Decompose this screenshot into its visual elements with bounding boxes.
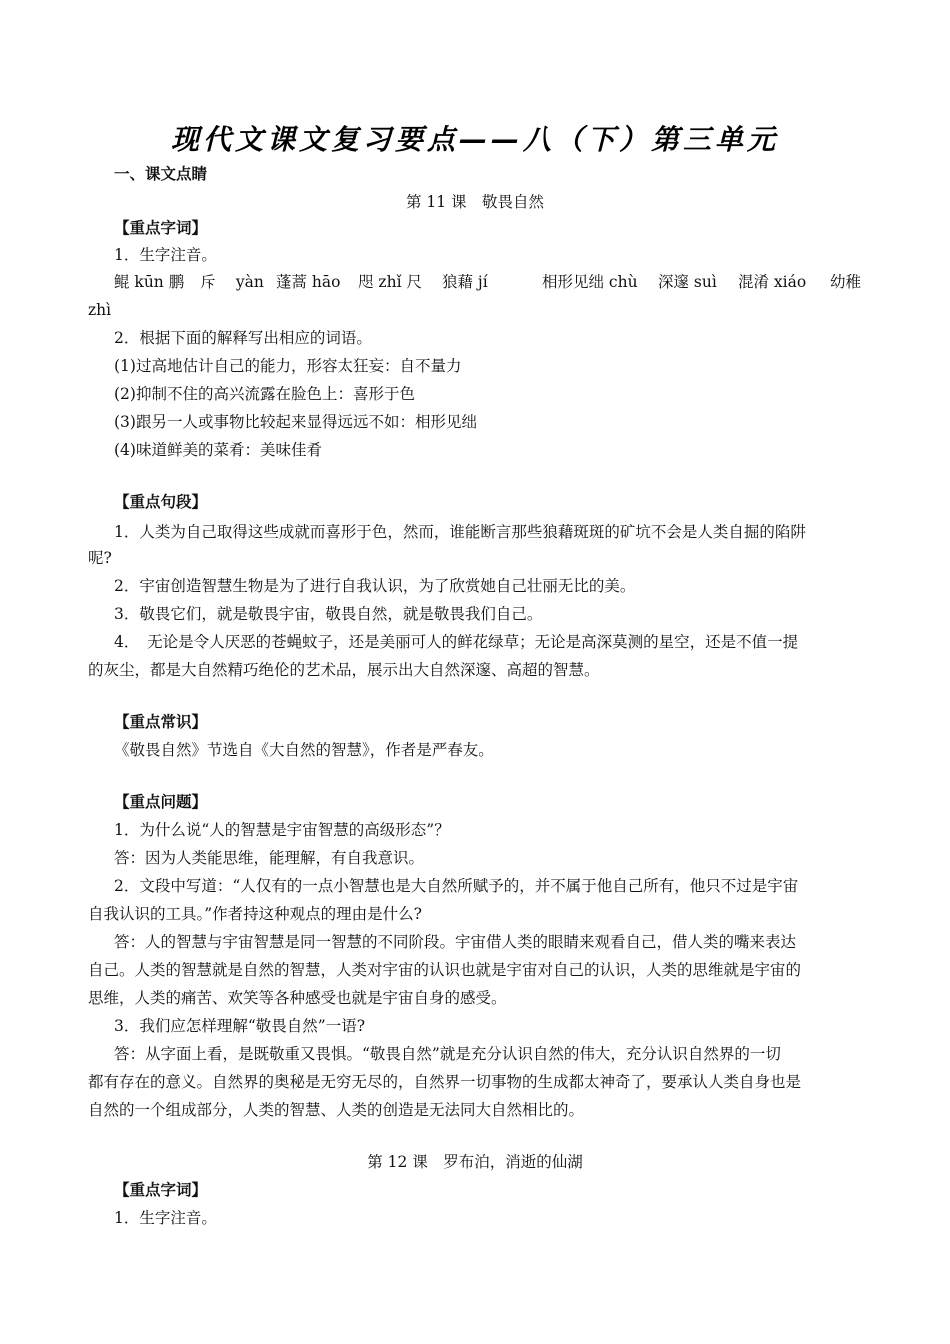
answer: 自然的一个组成部分，人类的智慧、人类的创造是无法同大自然相比的。 <box>88 1101 585 1119</box>
pinyin-item: 狼藉 jí <box>442 273 488 291</box>
pinyin-item: 蓬蒿 hāo <box>276 273 341 291</box>
text-line: 1．生字注音。 <box>114 246 217 264</box>
text-line: 4． 无论是令人厌恶的苍蝇蚊子，还是美丽可人的鲜花绿草；无论是高深莫测的星空，还是不值一提 <box>114 633 799 651</box>
pinyin-item: 咫 zhǐ 尺 <box>358 273 422 291</box>
question: 2．文段中写道：“人仅有的一点小智慧也是大自然所赋予的，并不属于他自己所有，他只不过是宇宙 <box>114 877 799 895</box>
definition-item: (2)抑制不住的高兴流露在脸色上：喜形于色 <box>114 385 415 403</box>
question: 3．我们应怎样理解“敬畏自然”一语? <box>114 1017 366 1035</box>
question: 自我认识的工具。”作者持这种观点的理由是什么? <box>88 905 422 923</box>
text-line: 1．生字注音。 <box>114 1209 217 1227</box>
section-heading: 一、课文点睛 <box>114 165 208 183</box>
key-knowledge-heading: 【重点常识】 <box>114 713 208 731</box>
text-line: 2．宇宙创造智慧生物是为了进行自我认识，为了欣赏她自己壮丽无比的美。 <box>114 577 636 595</box>
lesson-11-title: 第 11 课 敬畏自然 <box>405 193 545 211</box>
definition-item: (1)过高地估计自己的能力，形容太狂妄：自不量力 <box>114 357 462 375</box>
answer: 都有存在的意义。自然界的奥秘是无穷无尽的，自然界一切事物的生成都太神奇了，要承认人类自身也是 <box>88 1073 802 1091</box>
key-sentences-heading: 【重点句段】 <box>114 493 208 511</box>
document-title: 现代文课文复习要点——八（下）第三单元 <box>170 123 779 156</box>
key-questions-heading: 【重点问题】 <box>114 793 208 811</box>
question: 1．为什么说“人的智慧是宇宙智慧的高级形态”？ <box>114 821 450 839</box>
text-line: 1．人类为自己取得这些成就而喜形于色，然而，谁能断言那些狼藉斑斑的矿坑不会是人类自掘的陷阱 <box>114 523 806 541</box>
pinyin-item: 相形见绌 chù <box>542 273 638 291</box>
answer: 答：人的智慧与宇宙智慧是同一智慧的不同阶段。宇宙借人类的眼睛来观看自己，借人类的嘴来表达 <box>114 933 797 951</box>
key-words-heading: 【重点字词】 <box>114 219 208 237</box>
answer: 自己。人类的智慧就是自然的智慧，人类对宇宙的认识也就是宇宙对自己的认识，人类的思维就是宇宙的 <box>88 961 802 979</box>
text-line: 《敬畏自然》节选自《大自然的智慧》，作者是严春友。 <box>114 741 494 759</box>
answer: 答：从字面上看，是既敬重又畏惧。“敬畏自然”就是充分认识自然的伟大，充分认识自然界的一切 <box>114 1045 781 1063</box>
lesson-12-title: 第 12 课 罗布泊，消逝的仙湖 <box>367 1153 583 1171</box>
definition-item: (3)跟另一人或事物比较起来显得远远不如：相形见绌 <box>114 413 477 431</box>
answer: 答：因为人类能思维，能理解，有自我意识。 <box>114 849 425 867</box>
text-line: 3．敬畏它们，就是敬畏宇宙，敬畏自然，就是敬畏我们自己。 <box>114 605 543 623</box>
text-line: 的灰尘，都是大自然精巧绝伦的艺术品，展示出大自然深邃、高超的智慧。 <box>88 661 600 679</box>
text-line: 呢? <box>88 549 112 567</box>
answer: 思维，人类的痛苦、欢笑等各种感受也就是宇宙自身的感受。 <box>88 989 507 1007</box>
pinyin-item: 深邃 suì <box>658 273 717 291</box>
text-line: zhì <box>88 301 112 319</box>
text-line: 2．根据下面的解释写出相应的词语。 <box>114 329 372 347</box>
pinyin-item: 鲲 kūn 鹏 <box>114 273 185 291</box>
definition-item: (4)味道鲜美的菜肴：美味佳肴 <box>114 441 322 459</box>
pinyin-item: 斥 yàn <box>200 273 264 291</box>
pinyin-item: 混淆 xiáo <box>738 273 807 291</box>
pinyin-item: 幼稚 <box>830 273 862 291</box>
key-words-heading: 【重点字词】 <box>114 1181 208 1199</box>
